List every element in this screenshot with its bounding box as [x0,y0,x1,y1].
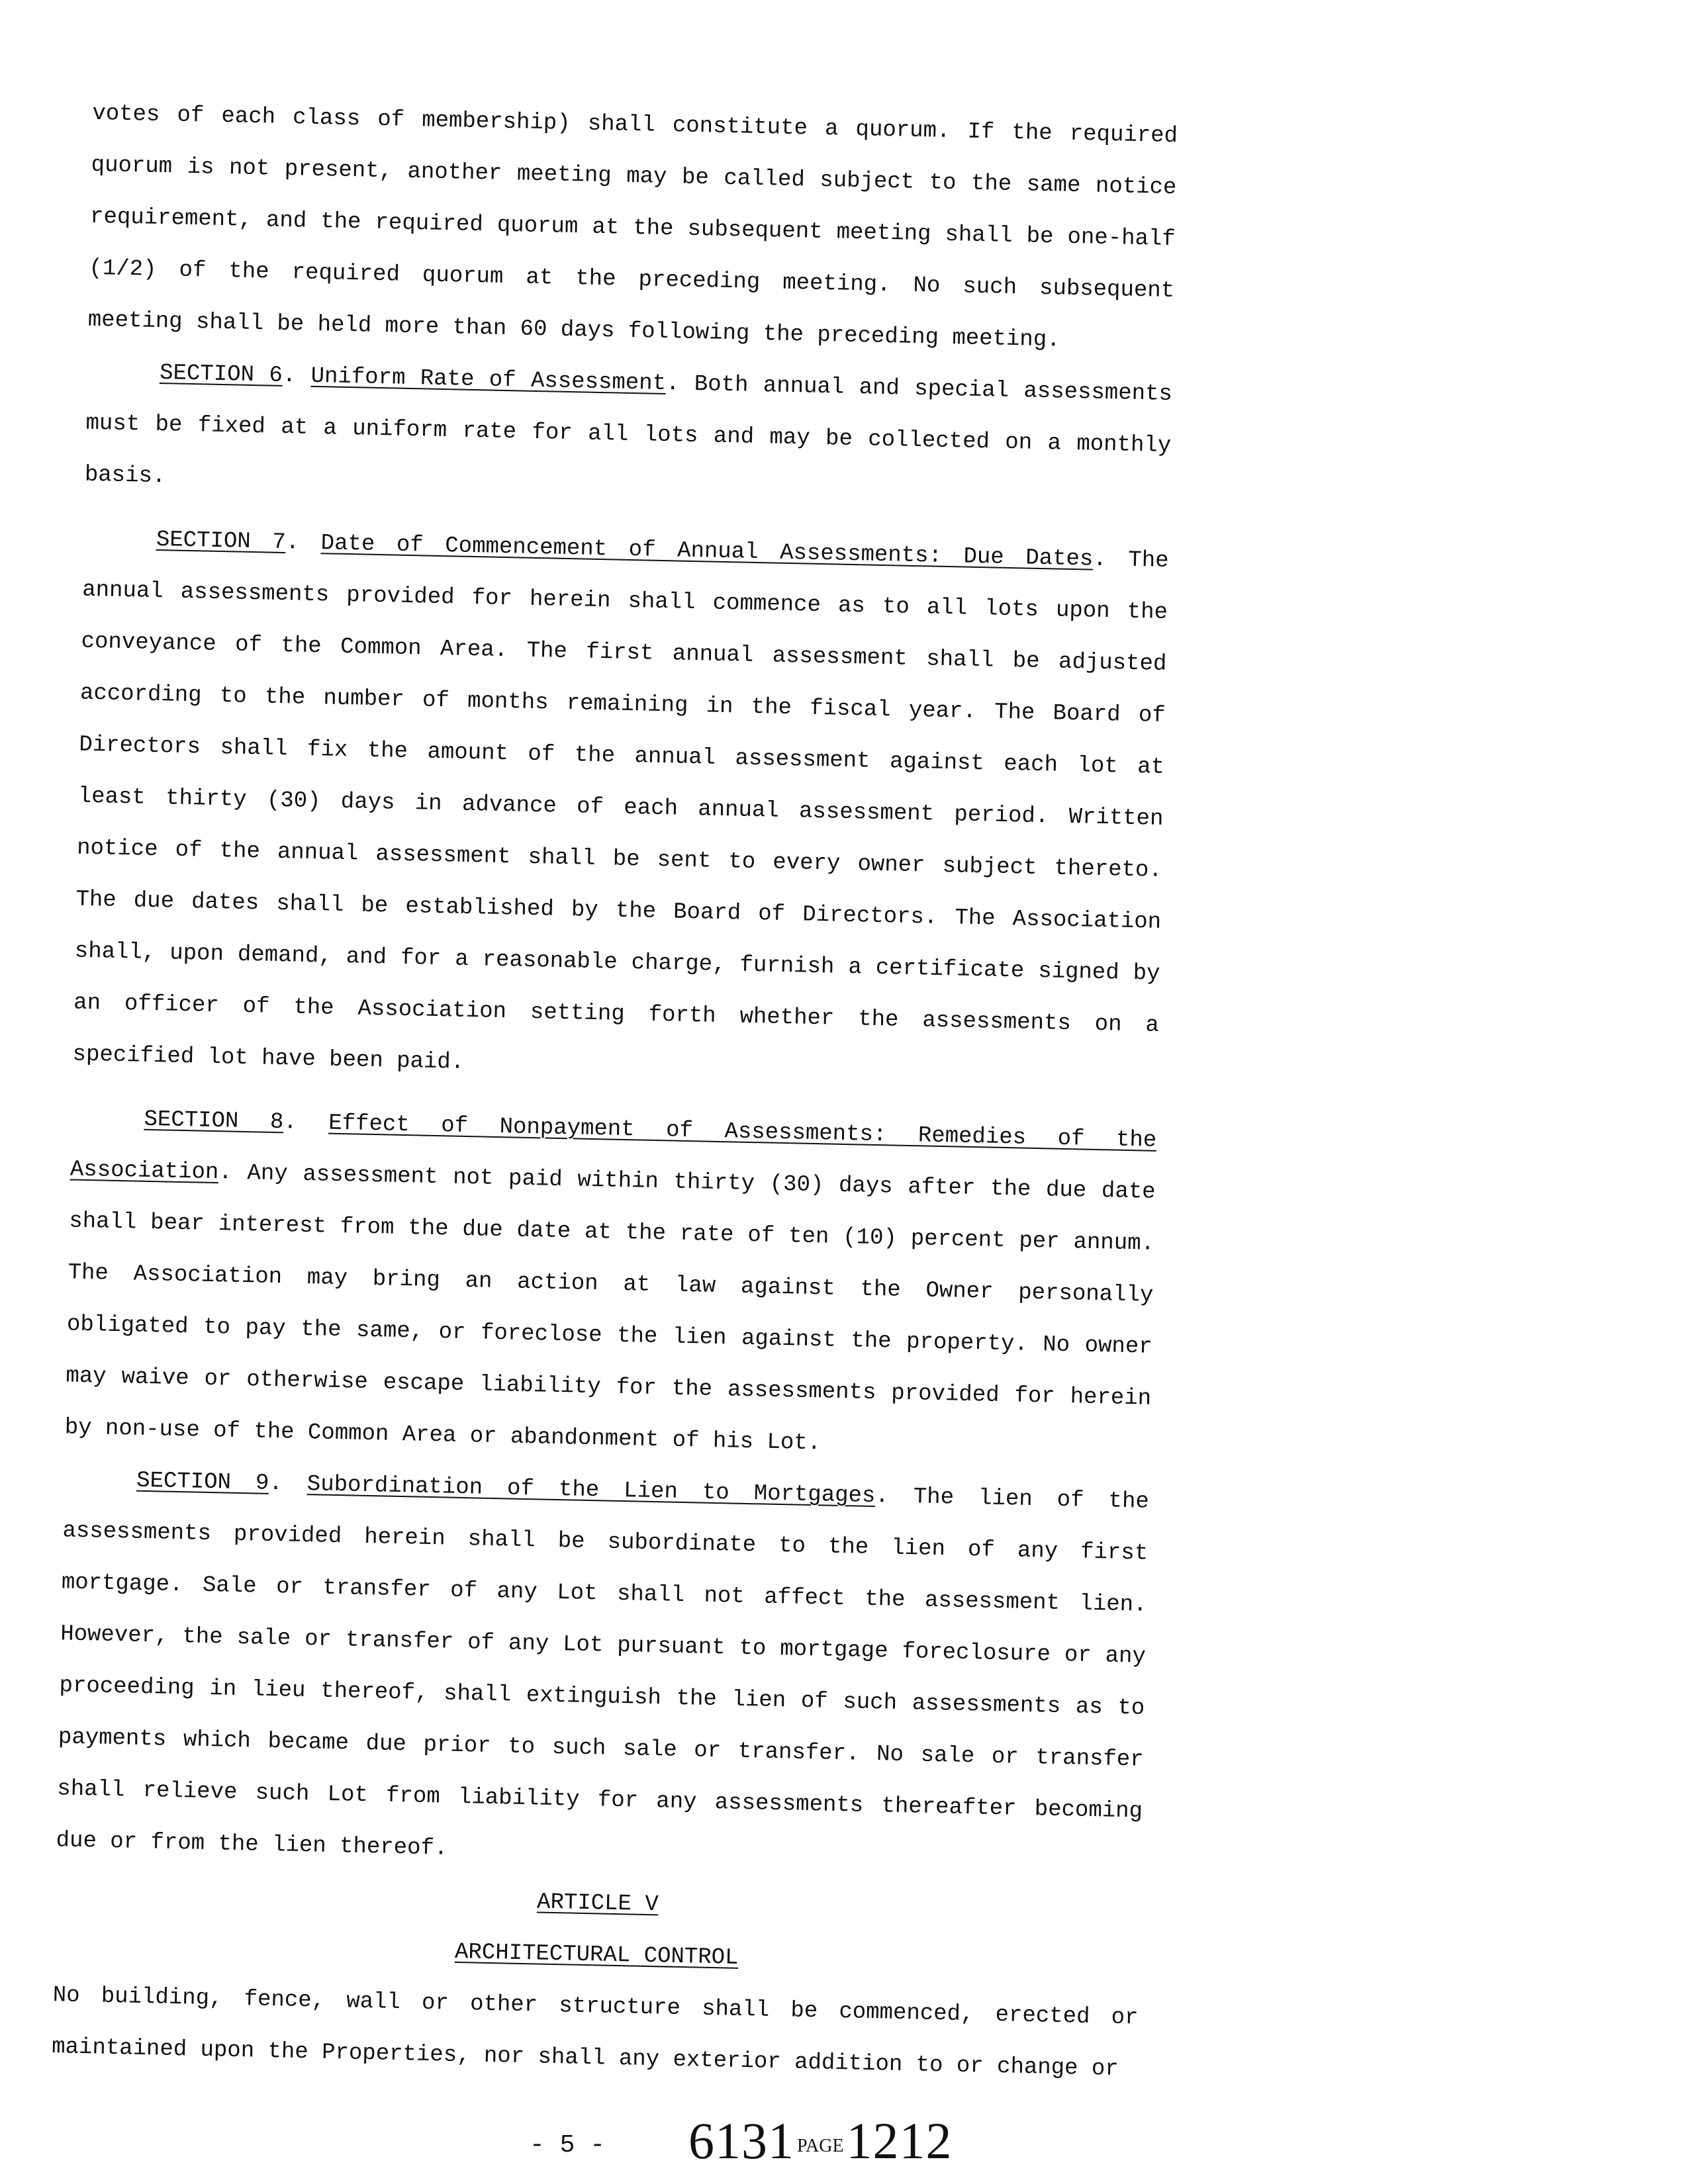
recording-stamp [688,2111,953,2171]
book-separator: PAGE [797,2136,844,2157]
article-title: ARCHITECTURAL CONTROL [454,1939,739,1971]
page-reference: 1212 [846,2112,953,2169]
page-footer [0,2111,1688,2177]
section-7-title: Date of Commencement of Annual Assessments: Due Dates [320,531,1094,572]
section-9-label: SECTION 9 [136,1468,269,1496]
article-number: ARTICLE V [536,1889,659,1918]
section-6-body: Both annual and special assessments must be fixed at a uniform rate for all lots and may be collected on a monthly basis. [84,371,1173,490]
section-9-body: The lien of the assessments provided herein shall be subordinate to the lien of any first mortgage. Sale or transfer of any Lot shall not affect the assessment lien. However, the sale or transfer of any Lot pursuant to mortgage foreclosure or any proceeding in lieu thereof, shall extinguish the lien of such assessments as to payments which became due prior to such sale or transfer. No sale or transfer shall relieve such Lot from liability for any assessments thereafter becoming due or from the lien thereof. [56,1484,1150,1862]
section-8-body: Any assessment not paid within thirty (30) days after the due date shall bear interest from the due date at the rate of ten (10) percent per annum. The Association may bring an action at law against the Owner personally obligated to pay the same, or foreclose the lien against the property. No owner may waive or otherwise escape liability for the assessments provided for herein by non-use of the Common Area or abandonment of his Lot. [64,1161,1156,1457]
section-6-paragraph: SECTION 6. Uniform Rate of Assessment. Both annual and special assessments must be fixed at a uniform rate for all lots and may be collected on a monthly basis. [84,361,1173,490]
document-body [51,88,1178,2096]
section-8-title: Effect of Nonpayment of Assessments: Remedies of the Association [70,1111,1157,1186]
section-8-label: SECTION 8 [144,1107,284,1136]
paragraph-quorum: votes of each class of membership) shall constitute a quorum. If the required quorum is not present, another meeting may be called subject to the same notice requirement, and the required quorum at the subsequent meeting shall be one-half (1/2) of the required quorum at the preceding meeting. No such subsequent meeting shall be held more than 60 days following the preceding meeting. [87,101,1178,353]
section-7-label: SECTION 7 [156,527,287,556]
section-9-paragraph: SECTION 9. Subordination of the Lien to Mortgages. The lien of the assessments provided herein shall be subordinate to the lien of any first mortgage. Sale or transfer of any Lot shall not affect the assessment lien. However, the sale or transfer of any Lot pursuant to mortgage foreclosure or any proceeding in lieu thereof, shall extinguish the lien of such assessments as to payments which became due prior to such sale or transfer. No sale or transfer shall relieve such Lot from liability for any assessments thereafter becoming due or from the lien thereof. [56,1468,1150,1862]
article-body-paragraph: No building, fence, wall or other structure shall be commenced, erected or maintained upon the Properties, nor shall any exterior addition to or change or [51,1983,1139,2082]
section-8-paragraph: SECTION 8. Effect of Nonpayment of Assessments: Remedies of the Association. Any assessment not paid within thirty (30) days after the due date shall bear interest from the due date at the rate of ten (10) percent per annum. The Association may bring an action at law against the Owner personally obligated to pay the same, or foreclose the lien against the property. No owner may waive or otherwise escape liability for the assessments provided for herein by non-use of the Common Area or abandonment of his Lot. [64,1107,1157,1457]
page-number: - 5 - [530,2131,606,2160]
section-7-paragraph: SECTION 7. Date of Commencement of Annual Assessments: Due Dates. The annual assessments provided for herein shall commence as to all lots upon the conveyance of the Common Area. The first annual assessment shall be adjusted according to the number of months remaining in the fiscal year. The Board of Directors shall fix the amount of the annual assessment against each lot at least thirty (30) days in advance of each annual assessment period. Written notice of the annual assessment shall be sent to every owner subject thereto. The due dates shall be established by the Board of Directors. The Association shall, upon demand, and for a reasonable charge, furnish a certificate signed by an officer of the Association setting forth whether the assessments on a specified lot have been paid. [72,527,1169,1075]
section-6-title: Uniform Rate of Assessment [310,363,667,397]
section-9-title: Subordination of the Lien to Mortgages [306,1472,876,1510]
section-6-label: SECTION 6 [159,361,283,388]
section-7-body: The annual assessments provided for herein shall commence as to all lots upon the conveyance of the Common Area. The first annual assessment shall be adjusted according to the number of months remaining in the fiscal year. The Board of Directors shall fix the amount of the annual assessment against each lot at least thirty (30) days in advance of each annual assessment period. Written notice of the annual assessment shall be sent to every owner subject thereto. The due dates shall be established by the Board of Directors. The Association shall, upon demand, and for a reasonable charge, furnish a certificate signed by an officer of the Association setting forth whether the assessments on a specified lot have been paid. [72,547,1169,1075]
book-number: 6131 [688,2112,794,2169]
